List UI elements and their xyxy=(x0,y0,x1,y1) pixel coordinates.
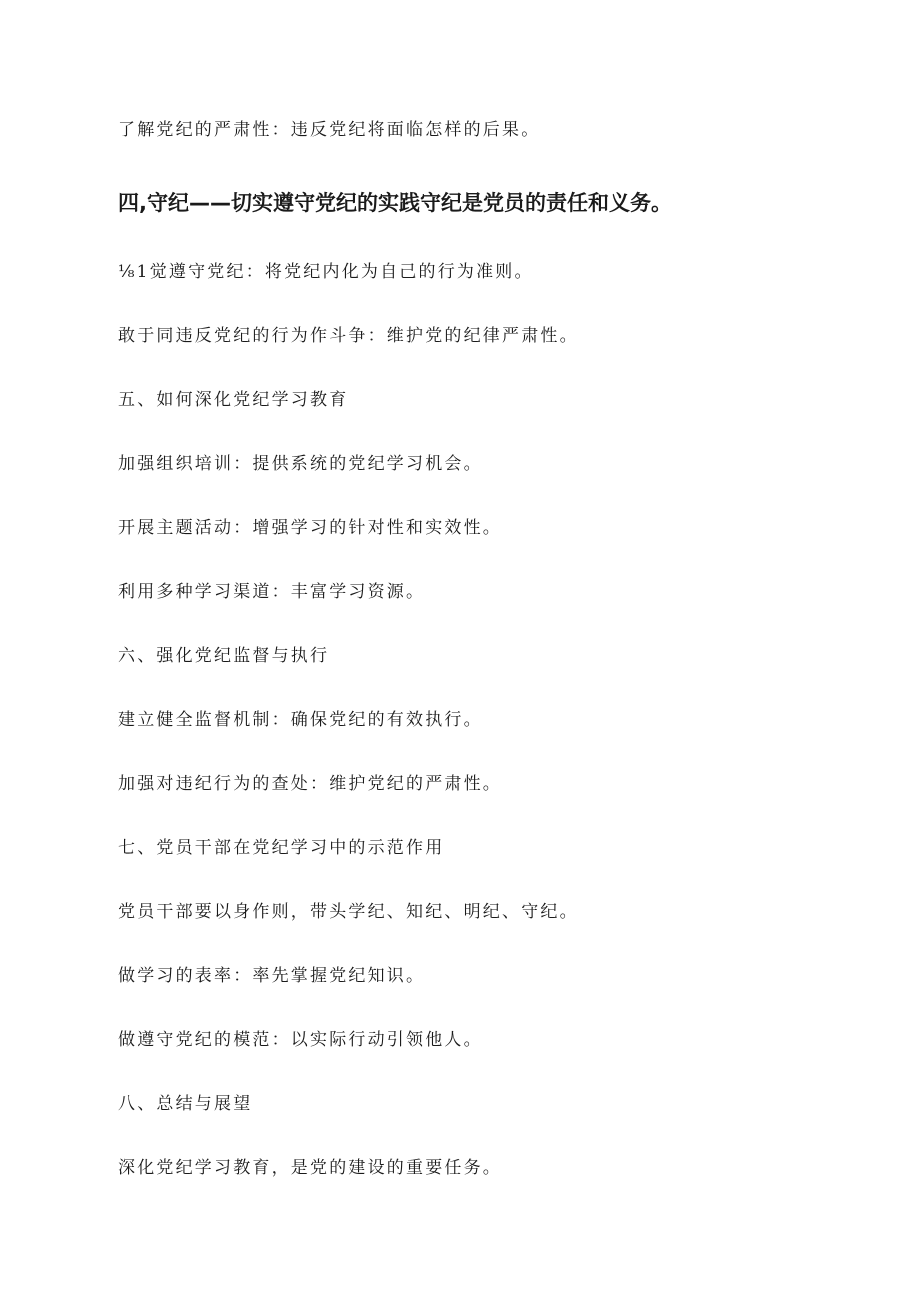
paragraph-seriousness: 了解党纪的严肃性：违反党纪将面临怎样的后果。 xyxy=(118,120,541,140)
paragraph-self-discipline: ⅛1觉遵守党纪：将党纪内化为自己的行为准则。 xyxy=(118,262,534,282)
paragraph-learning-channels: 利用多种学习渠道：丰富学习资源。 xyxy=(118,582,426,602)
section-heading-7: 七、党员干部在党纪学习中的示范作用 xyxy=(118,838,445,858)
section-heading-6: 六、强化党纪监督与执行 xyxy=(118,646,330,666)
paragraph-fight-violations: 敢于同违反党纪的行为作斗争：维护党的纪律严肃性。 xyxy=(118,326,579,346)
paragraph-training: 加强组织培训：提供系统的党纪学习机会。 xyxy=(118,454,483,474)
section-heading-5: 五、如何深化党纪学习教育 xyxy=(118,390,349,410)
paragraph-summary: 深化党纪学习教育，是党的建设的重要任务。 xyxy=(118,1158,502,1178)
section-heading-8: 八、总结与展望 xyxy=(118,1094,253,1114)
section-heading-4: 四,守纪——切实遵守党纪的实践守纪是党员的责任和义务。 xyxy=(118,191,672,215)
paragraph-learning-model: 做学习的表率：率先掌握党纪知识。 xyxy=(118,966,426,986)
paragraph-compliance-model: 做遵守党纪的模范：以实际行动引领他人。 xyxy=(118,1030,483,1050)
paragraph-lead-by-example: 党员干部要以身作则，带头学纪、知纪、明纪、守纪。 xyxy=(118,902,579,922)
paragraph-supervision-mechanism: 建立健全监督机制：确保党纪的有效执行。 xyxy=(118,710,483,730)
paragraph-themed-activities: 开展主题活动：增强学习的针对性和实效性。 xyxy=(118,518,502,538)
paragraph-investigation: 加强对违纪行为的查处：维护党纪的严肃性。 xyxy=(118,774,502,794)
